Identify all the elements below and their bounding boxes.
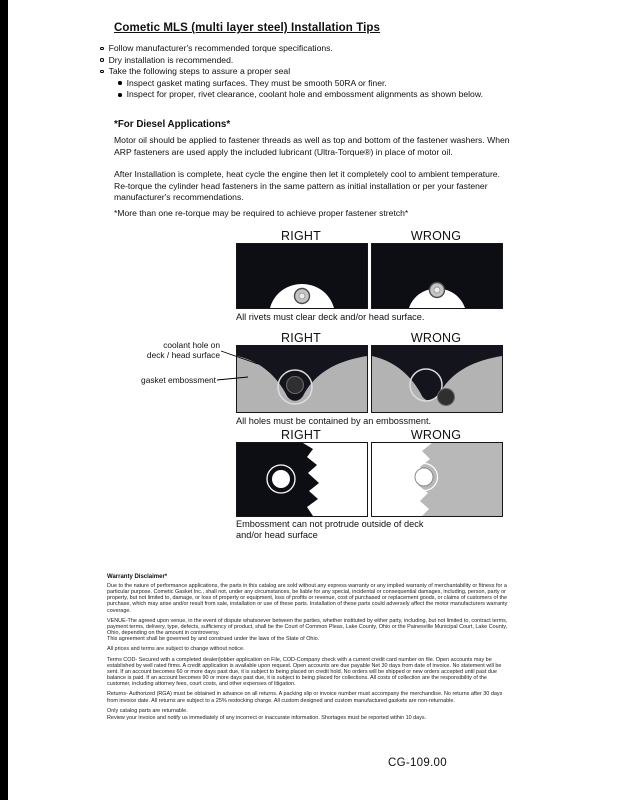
retorque-note: *More than one re-torque may be required to achieve proper fastener stretch* xyxy=(114,208,409,218)
wrong-heading-row2: WRONG xyxy=(410,331,462,345)
diesel-paragraph: Motor oil should be applied to fastener threads as well as top and bottom of the fastener washers. When ARP fasteners are used apply the included lubricant (Ultra-Torque®) in place of motor oil. xyxy=(114,135,510,157)
bullet-marker-icon xyxy=(100,47,104,51)
embossment-protrusion-right-image xyxy=(236,442,368,517)
list-item-text: Inspect gasket mating surfaces. They must be smooth 50RA or finer. xyxy=(126,77,387,88)
bullet-marker-icon xyxy=(118,81,122,85)
legal-paragraph: VENUE-The agreed upon venue, in the event of dispute whatsoever between the parties, whether instituted by either party, including, but not limited to, contract terms, payment terms, delivery, type, defects, sufficiency of product, shall be the Court of Common Pleas, Lake County, Ohio or the Painesville Municipal Court, Lake County, Ohio, depending on the amount in controversy. xyxy=(107,617,508,637)
embossment-containment-wrong-image xyxy=(371,345,503,413)
diesel-paragraph: After Installation is complete, heat cycle the engine then let it completely cool to ambient temperature. Re-torque the cylinder head fasteners in the same pattern as initial installation or per your fastener manufacturer's recommendations. xyxy=(114,169,500,202)
legal-paragraph: Terms COD- Secured with a completed dealer/jobber application on File, COD-Company check with a current credit card number on file. Open accounts may be established by well rated firms. A credit application is available upon request. Open accounts are due payable Net 30 days from date of invoice. No statement will be sent. If an account becomes 60 or more days past due, it is subject to being placed on credit hold. No orders will be shipped or new orders accepted until past due balance is paid. If an account becomes 90 or more days past due, it is subject to being placed for collections. All costs of collection are the responsibility of the customer, including attorney fees, court costs, and other expenses of litigation. xyxy=(107,656,502,688)
legal-paragraph: Due to the nature of performance applications, the parts in this catalog are sold without any express warranty or any implied warranty of merchantability or fitness for a particular purpose. Cometic Gasket Inc., shall not, under any circumstances, be liable for any special, incidental or consequential damages, including, person, party or property, but not limited to, damage, or loss of property or equipment, loss of profits or revenue, cost of purchased or replacement goods, or claims of customers of the purchase, which may arise and/or result from sale, installation or use of these parts. Installation of these parts could adversely affect the motor manufacturers warranty coverage. xyxy=(107,583,508,614)
gasket-embossment-label: gasket embossment xyxy=(141,375,216,385)
legal-text-block xyxy=(107,583,511,725)
bullet-marker-icon xyxy=(100,58,104,62)
list-item xyxy=(100,55,520,67)
legal-paragraph: This agreement shall be governed by and construed under the laws of the State of Ohio. xyxy=(107,636,320,643)
right-heading-row2: RIGHT xyxy=(281,331,321,345)
right-heading-row3: RIGHT xyxy=(281,428,321,442)
legal-paragraph: Only catalog parts are returnable. xyxy=(107,707,188,714)
embossment-protrusion-wrong-image xyxy=(371,442,503,517)
coolant-hole-label-line1: coolant hole on xyxy=(163,340,220,350)
legal-paragraph: Returns- Authorized (RGA) must be obtained in advance on all returns. A packing slip or invoice number must accompany the merchandise. No returns after 30 days from invoice date. All returns are subject to a 25% restocking charge. All custom designed and custom manufactured gaskets are non-returnable. xyxy=(107,691,503,704)
warranty-disclaimer-heading: Warranty Disclaimer* xyxy=(107,574,168,580)
legal-paragraph: Review your invoice and notify us immediately of any incorrect or inaccurate information. Shortages must be reported within 10 days. xyxy=(107,715,427,722)
diesel-applications-heading: *For Diesel Applications* xyxy=(114,119,231,130)
rivet-clearance-right-image xyxy=(236,243,368,309)
list-item xyxy=(100,66,520,78)
embossment-containment-right-image xyxy=(236,345,368,413)
list-item-text: Dry installation is recommended. xyxy=(108,54,234,65)
list-item-text: Take the following steps to assure a proper seal xyxy=(108,66,291,77)
legal-paragraph: All prices and terms are subject to change without notice. xyxy=(107,646,245,653)
list-item-text: Follow manufacturer's recommended torque specifications. xyxy=(108,43,333,53)
rivet-clearance-wrong-image xyxy=(371,243,503,309)
coolant-hole-label-line2: deck / head surface xyxy=(146,349,220,360)
caption-rivets: All rivets must clear deck and/or head surface. xyxy=(236,312,425,322)
list-item-text: Inspect for proper, rivet clearance, coolant hole and embossment alignments as shown below. xyxy=(126,89,483,100)
page-code: CG-109.00 xyxy=(388,757,447,769)
wrong-heading-row3: WRONG xyxy=(410,428,462,442)
bullet-marker-icon xyxy=(118,93,122,97)
list-sub-item xyxy=(118,89,520,101)
coolant-hole-label xyxy=(118,341,220,360)
caption-protrusion: Embossment can not protrude outside of deck and/or head surface xyxy=(236,519,424,540)
left-edge-bar xyxy=(0,0,8,800)
list-item xyxy=(100,43,520,55)
list-sub-item xyxy=(118,78,520,90)
right-heading-row1: RIGHT xyxy=(281,229,321,243)
installation-tips-list xyxy=(100,43,520,101)
page-title: Cometic MLS (multi layer steel) Installation Tips xyxy=(114,22,381,34)
bullet-marker-icon xyxy=(100,70,104,74)
wrong-heading-row1: WRONG xyxy=(410,229,462,243)
caption-holes: All holes must be contained by an embossment. xyxy=(236,416,432,426)
